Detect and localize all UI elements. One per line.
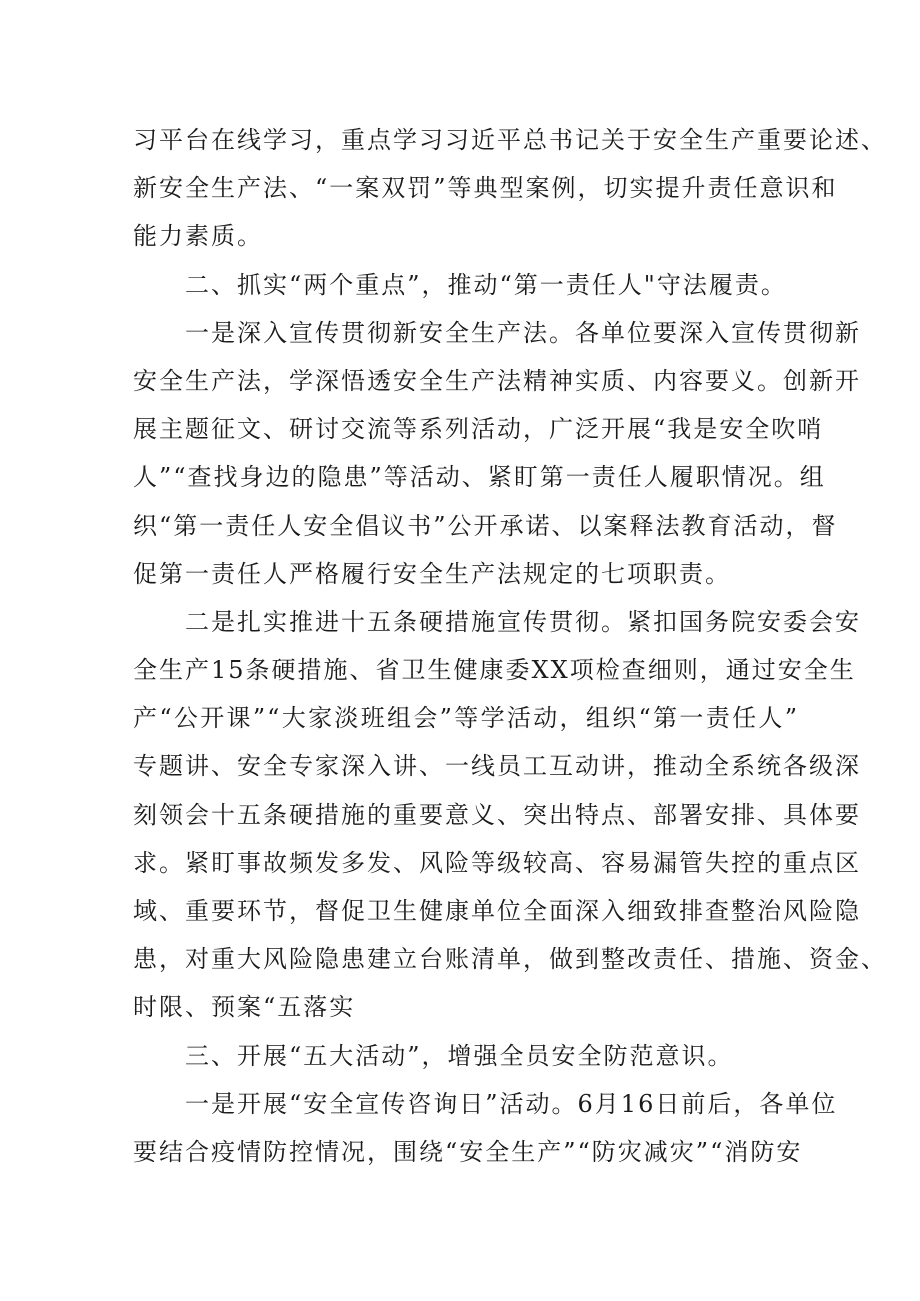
paragraph-line: 要结合疫情防控情况，围绕“安全生产”“防灾减灾”“消防安	[133, 1137, 803, 1166]
paragraph-line: 人”“查找身边的隐患”等活动、紧盯第一责任人履职情况。组	[133, 463, 826, 492]
paragraph-line: 产“公开课”“大家淡班组会”等学活动，组织“第一责任人”	[133, 704, 799, 733]
paragraph-line: 全生产15条硬措施、省卫生健康委XX项检查细则，通过安全生	[133, 656, 856, 685]
paragraph-line: 促第一责任人严格履行安全生产法规定的七项职责。	[133, 559, 731, 588]
paragraph-line: 一是开展“安全宣传咨询日”活动。6月16日前后，各单位	[185, 1089, 838, 1118]
paragraph-line: 一是深入宣传贯彻新安全生产法。各单位要深入宣传贯彻新	[185, 318, 861, 347]
paragraph-line: 域、重要环节，督促卫生健康单位全面深入细致排查整治风险隐	[133, 897, 861, 925]
paragraph-line: 刻领会十五条硬措施的重要意义、突出特点、部署安排、具体要	[133, 800, 861, 829]
paragraph-line: 二是扎实推进十五条硬措施宣传贯彻。紧扣国务院安委会安	[185, 607, 861, 636]
paragraph-line: 织“第一责任人安全倡议书”公开承诺、以案释法教育活动，督	[133, 511, 838, 540]
paragraph-line: 患，对重大风险隐患建立台账清单，做到整改责任、措施、资金、	[133, 945, 887, 974]
paragraph-line: 习平台在线学习，重点学习习近平总书记关于安全生产重要论述、	[133, 126, 887, 154]
paragraph-line: 专题讲、安全专家深入讲、一线员工互动讲，推动全系统各级深	[133, 752, 861, 781]
paragraph-line: 安全生产法，学深悟透安全生产法精神实质、内容要义。创新开	[133, 366, 861, 395]
document-body	[133, 116, 887, 1176]
section-heading: 三、开展“五大活动”，增强全员安全防范意识。	[185, 1041, 734, 1070]
paragraph-line: 求。紧盯事故频发多发、风险等级较高、容易漏管失控的重点区	[133, 848, 861, 877]
paragraph-line: 能力素质。	[133, 222, 263, 251]
section-heading: 二、抓实“两个重点”，推动“第一责任人"守法履责。	[185, 270, 787, 299]
paragraph-line: 展主题征文、研讨交流等系列活动，广泛开展“我是安全吹哨	[133, 415, 824, 444]
paragraph-line: 时限、预案“五落实	[133, 993, 356, 1022]
paragraph-line: 新安全生产法、“一案双罚”等典型案例，切实提升责任意识和	[133, 174, 838, 203]
